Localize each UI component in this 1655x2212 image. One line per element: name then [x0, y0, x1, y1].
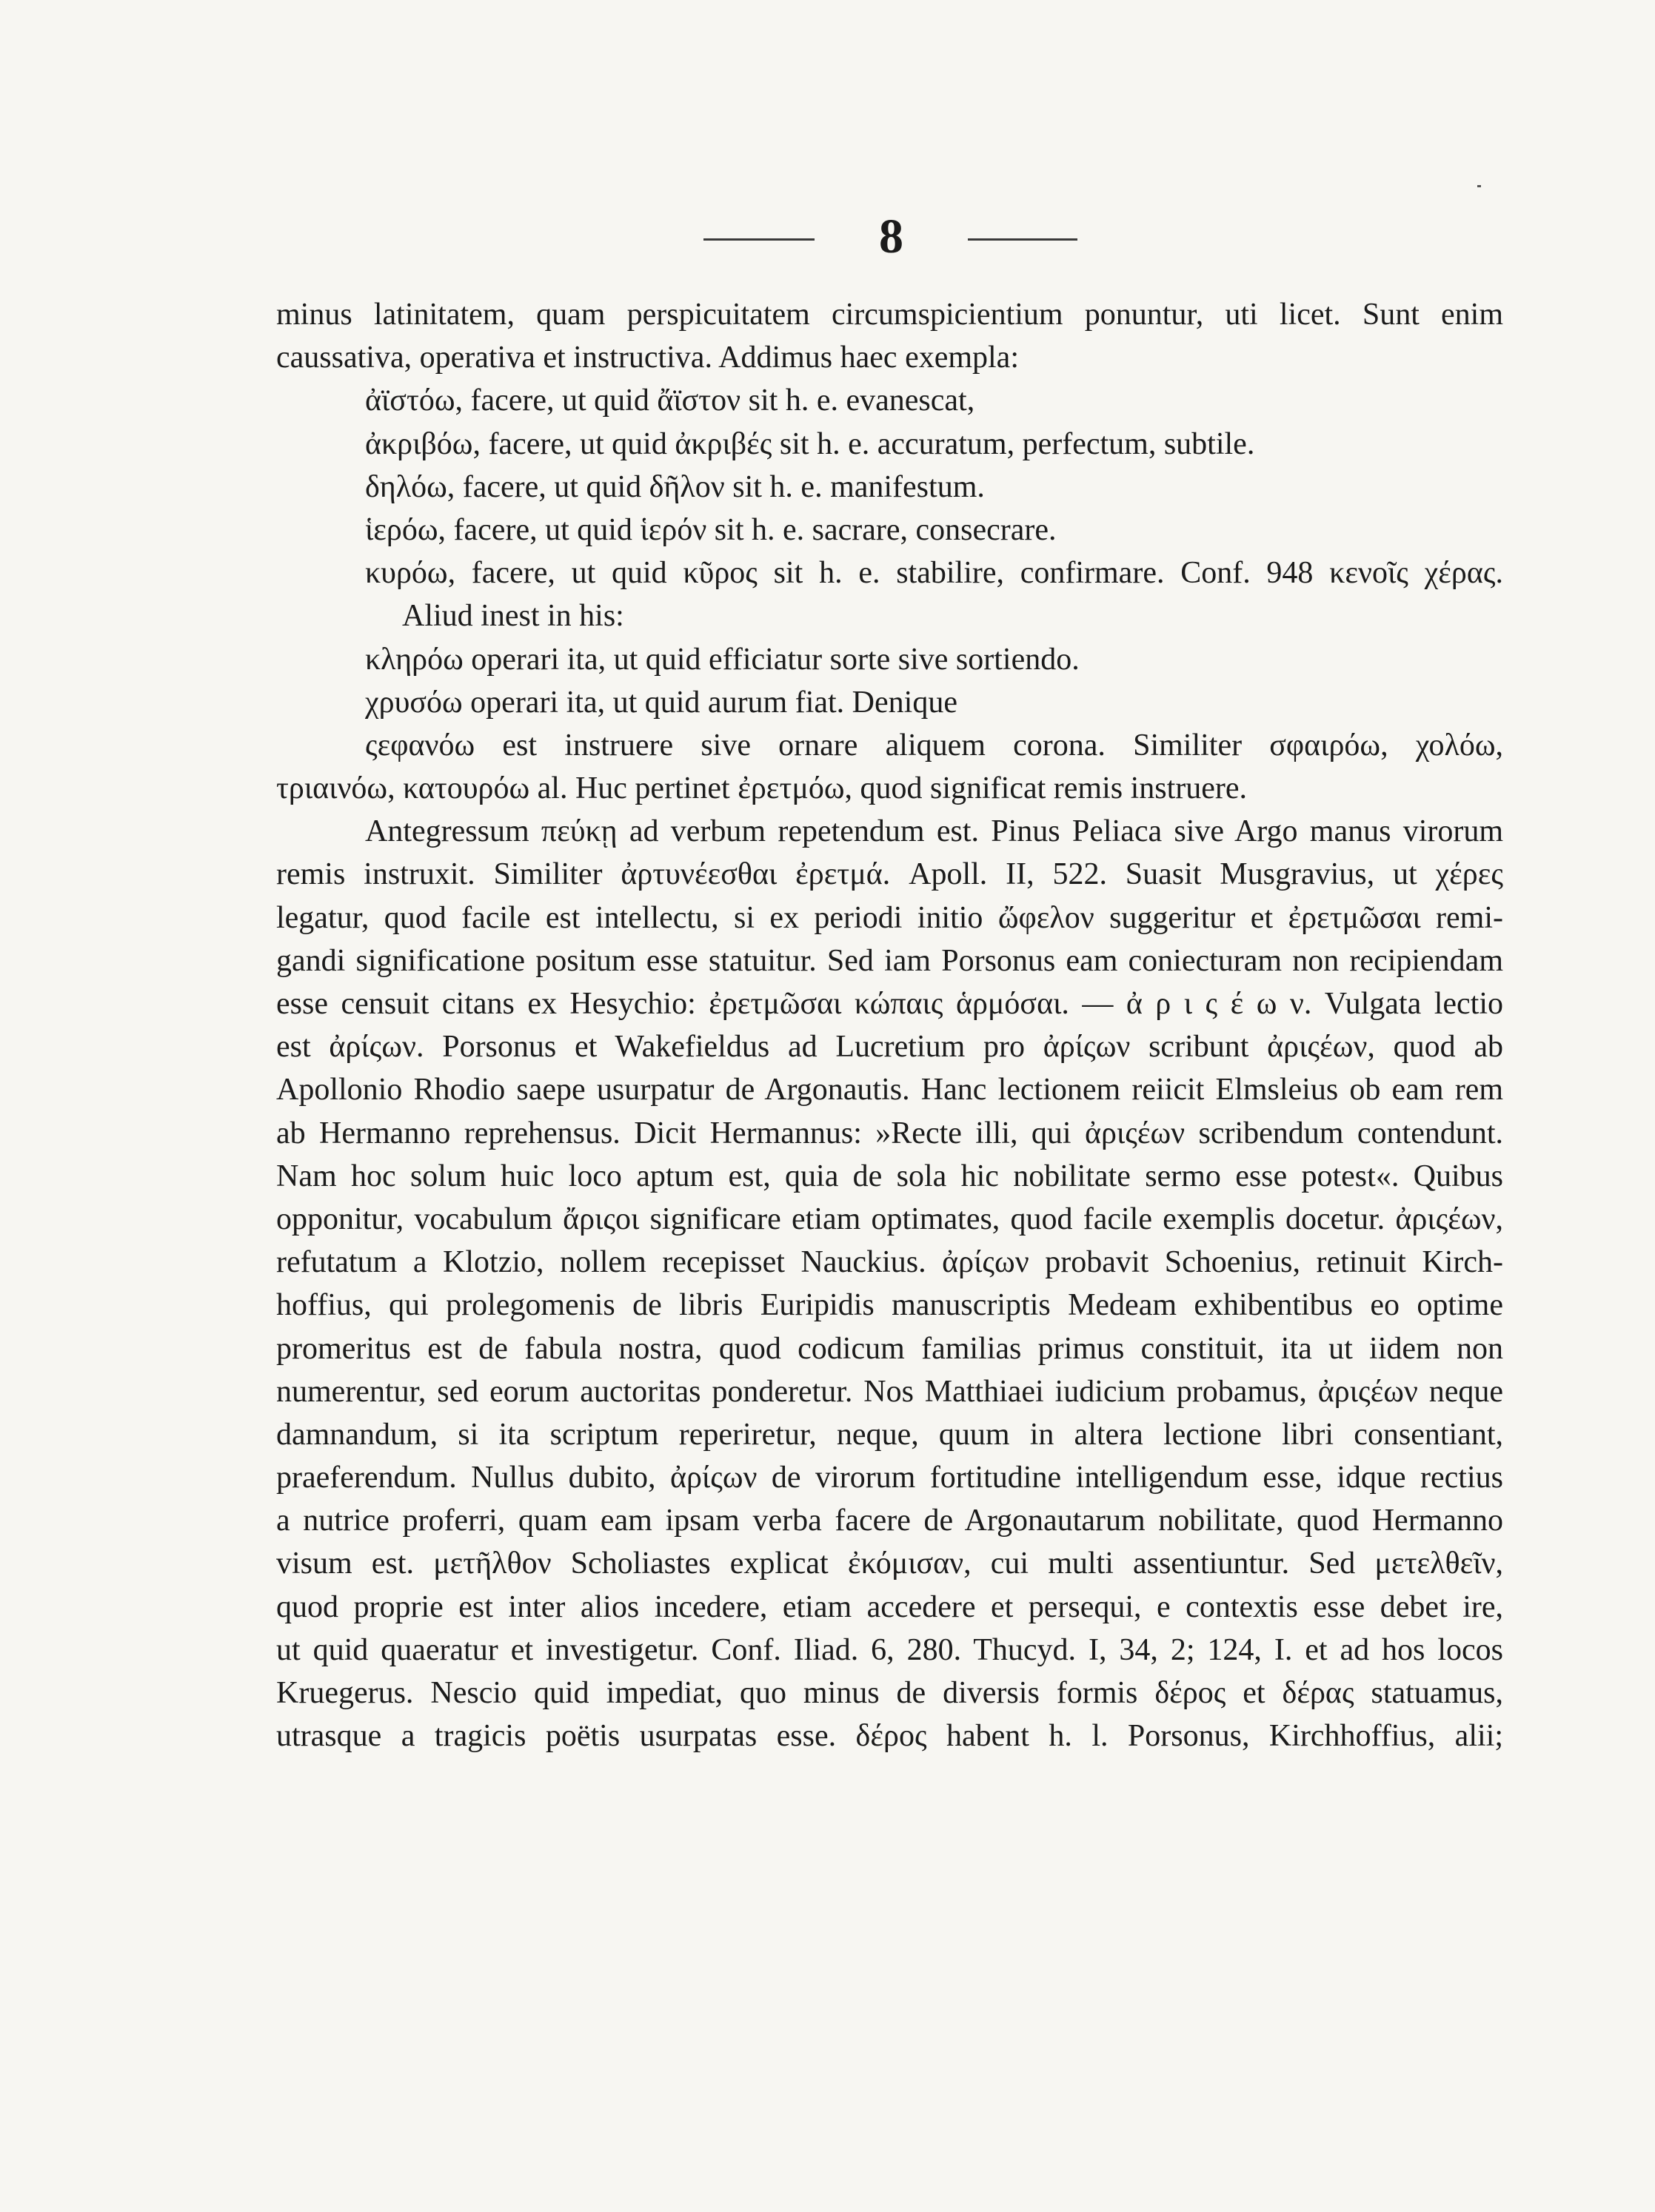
text-line: ςεφανόω est instruere sive ornare aliquem corona. Similiter σφαιρόω, χολόω,	[365, 728, 1503, 763]
text-line: caussativa, operativa et instructiva. Addimus haec exempla:	[276, 341, 1019, 375]
page-header	[0, 200, 1655, 274]
text-line: τριαινόω, κατουρόω al. Huc pertinet ἐρετμόω, quod significat remis instruere.	[276, 771, 1248, 806]
text-line: ut quid quaeratur et investigetur. Conf. Iliad. 6, 280. Thucyd. I, 34, 2; 124, I. et ad hos locos	[276, 1632, 1503, 1667]
text-line: legatur, quod facile est intellectu, si ex periodi initio ὤφελον suggeritur et ἐρετμῶσαι remi-	[276, 900, 1503, 935]
text-line: Nam hoc solum huic loco aptum est, quia de sola hic nobilitate sermo esse potest«. Quibus	[276, 1159, 1503, 1193]
body-text	[276, 293, 1503, 1757]
text-line: minus latinitatem, quam perspicuitatem circumspicientium ponuntur, uti licet. Sunt enim	[276, 298, 1503, 332]
text-line: δηλόω, facere, ut quid δῆλον sit h. e. manifestum.	[365, 469, 985, 504]
text-line: Kruegerus. Nescio quid impediat, quo minus de diversis formis δέρος et δέρας statuamus,	[276, 1676, 1503, 1710]
text-line: visum est. μετῆλθον Scholiastes explicat ἐκόμισαν, cui multi assentiuntur. Sed μετελθεῖν,	[276, 1546, 1503, 1581]
text-line: quod proprie est inter alios incedere, etiam accedere et persequi, e contextis esse debet ire,	[276, 1589, 1503, 1624]
text-line: utrasque a tragicis poëtis usurpatas esse. δέρος habent h. l. Porsonus, Kirchhoffius, alii;	[276, 1719, 1503, 1754]
text-line: opponitur, vocabulum ἄριςοι significare etiam optimates, quod facile exemplis docetur. ἀριςέων,	[276, 1201, 1503, 1236]
text-line: Apollonio Rhodio saepe usurpatur de Argonautis. Hanc lectionem reiicit Elmsleius ob eam rem	[276, 1073, 1503, 1107]
text-line: ἀκριβόω, facere, ut quid ἀκριβές sit h. e. accuratum, perfectum, subtile.	[365, 426, 1255, 461]
text-line: a nutrice proferri, quam eam ipsam verba facere de Argonautarum nobilitate, quod Hermanno	[276, 1504, 1503, 1538]
text-line: ἀϊστόω, facere, ut quid ἄϊστον sit h. e. evanescat,	[365, 383, 975, 418]
text-line: ab Hermanno reprehensus. Dicit Hermannus: »Recte illi, qui ἀριςέων scribendum contendunt.	[276, 1116, 1503, 1150]
text-line: Aliud inest in his:	[402, 599, 624, 634]
text-line: remis instruxit. Similiter ἀρτυνέεσθαι ἐρετμά. Apoll. II, 522. Suasit Musgravius, ut χέρες	[276, 857, 1503, 892]
text-line: Antegressum πεύκῃ ad verbum repetendum est. Pinus Peliaca sive Argo manus virorum	[365, 814, 1503, 849]
text-line: numerentur, sed eorum auctoritas ponderetur. Nos Matthiaei iudicium probamus, ἀριςέων neque	[276, 1374, 1503, 1409]
text-line: esse censuit citans ex Hesychio: ἐρετμῶσαι κώπαις ἁρμόσαι. — ἀ ρ ι ς έ ω ν. Vulgata lectio	[276, 987, 1503, 1021]
text-line: promeritus est de fabula nostra, quod codicum familias primus constituit, ita ut iidem non	[276, 1331, 1503, 1366]
text-line: praeferendum. Nullus dubito, ἀρίςων de virorum fortitudine intelligendum esse, idque rectius	[276, 1461, 1503, 1495]
text-line: est ἀρίςων. Porsonus et Wakefieldus ad Lucretium pro ἀρίςων scribunt ἀριςέων, quod ab	[276, 1030, 1503, 1065]
text-line: κληρόω operari ita, ut quid efficiatur sorte sive sortiendo.	[365, 642, 1080, 677]
text-line: hoffius, qui prolegomenis de libris Euripidis manuscriptis Medeam exhibentibus eo optime	[276, 1288, 1503, 1323]
header-rule-right	[968, 238, 1077, 241]
text-line: κυρόω, facere, ut quid κῦρος sit h. e. stabilire, confirmare. Conf. 948 κενοῖς χέρας.	[365, 556, 1503, 591]
text-line: damnandum, si ita scriptum reperiretur, neque, quum in altera lectione libri consentiant,	[276, 1417, 1503, 1452]
text-line: refutatum a Klotzio, nollem recepisset Nauckius. ἀρίςων probavit Schoenius, retinuit Kirch-	[276, 1245, 1503, 1280]
header-rule-left	[703, 238, 815, 241]
speck-mark	[1477, 185, 1481, 187]
text-line: χρυσόω operari ita, ut quid aurum fiat. Denique	[365, 685, 957, 720]
page-number: 8	[879, 210, 903, 264]
text-line: ἱερόω, facere, ut quid ἱερόν sit h. e. sacrare, consecrare.	[365, 512, 1057, 547]
text-line: gandi significatione positum esse statuitur. Sed iam Porsonus eam coniecturam non recipiendam	[276, 943, 1503, 978]
